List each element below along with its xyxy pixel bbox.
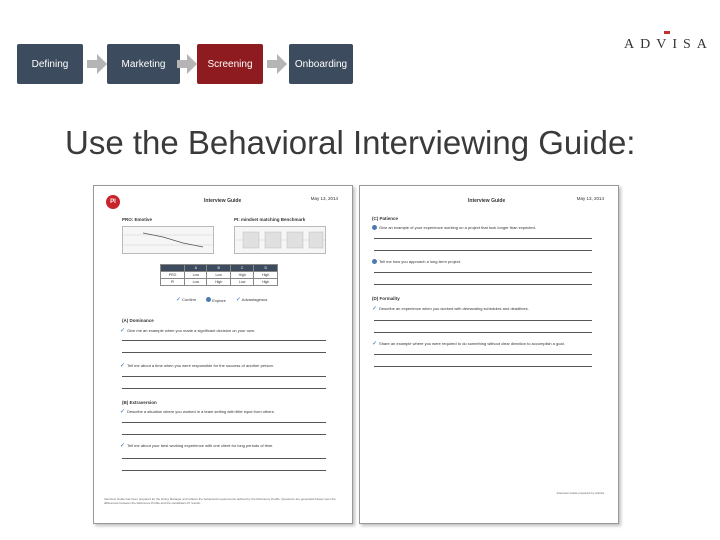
legend-label: Advantageous [241, 297, 268, 302]
table-cell: PRO [161, 272, 185, 279]
page-title: Use the Behavioral Interviewing Guide: [65, 124, 636, 161]
table-cell: Low [185, 279, 207, 286]
legend-label: Explore [212, 297, 226, 303]
question-text: Give me an example when you made a significant decision on your own. [127, 328, 256, 333]
process-steps [17, 44, 357, 84]
answer-line [122, 434, 326, 435]
section-a-heading: (A) Dominance [122, 318, 154, 323]
check-icon: ✓ [120, 363, 126, 369]
table-header-cell [161, 265, 185, 272]
question-a2 [120, 362, 274, 369]
question-d1 [372, 305, 529, 312]
table-cell: Low [207, 272, 231, 279]
step-label: Defining [31, 58, 69, 70]
legend-label: Confirm [182, 297, 197, 302]
table-row [161, 279, 278, 286]
answer-line [374, 354, 592, 355]
section-b-heading: (B) Extraversion [122, 400, 157, 405]
question-b2 [120, 442, 273, 449]
question-text: Tell me about a time when you were responsible for the success of another person. [127, 363, 274, 368]
section-c-heading: (C) Patience [372, 216, 399, 221]
table-cell: High [230, 272, 254, 279]
answer-line [122, 422, 326, 423]
interview-guide-page-right [359, 185, 619, 524]
table-header-cell: D [254, 265, 278, 272]
answer-line [374, 250, 592, 251]
legend-explore [206, 297, 226, 303]
answer-line [122, 340, 326, 341]
table-cell: High [254, 272, 278, 279]
question-text: Tell me about your best working experience with one client for long periods of time. [127, 443, 274, 448]
table-cell: PI [161, 279, 185, 286]
section-d-heading: (D) Formality [372, 296, 400, 301]
legend [176, 296, 267, 303]
check-icon: ✓ [176, 297, 182, 303]
answer-line [374, 272, 592, 273]
pro-pattern-chart [122, 226, 214, 254]
check-icon: ✓ [120, 409, 126, 415]
question-d2 [372, 340, 565, 347]
table-cell: High [207, 279, 231, 286]
answer-line [374, 366, 592, 367]
page-footer: Interview Guide has been prepared for the Hiring Manager and reflects the behavioral requirements defined by the Reference Profile. Questions are generated based upon the differences between the Reference Profile and the candidate's PI results. [104, 497, 336, 505]
question-c1 [372, 225, 536, 230]
answer-line [122, 470, 326, 471]
arrow-right-icon [97, 54, 107, 74]
answer-line [122, 388, 326, 389]
logo-text: ADVISA [624, 37, 713, 52]
logo-accent-mark [664, 31, 670, 34]
step-label: Screening [207, 58, 253, 70]
table-cell: Low [230, 279, 254, 286]
question-text: Describe an experience when you worked with demanding schedules and deadlines. [379, 306, 529, 311]
question-b1 [120, 408, 275, 415]
question-text: Share an example where you were required to do something without clear direction to accomplish a goal. [379, 341, 565, 346]
table-header-cell: A [185, 265, 207, 272]
check-icon: ✓ [372, 341, 378, 347]
answer-line [374, 320, 592, 321]
explore-icon [372, 259, 377, 264]
step-label: Onboarding [294, 58, 348, 70]
factor-table [160, 264, 278, 286]
table-header-row [161, 265, 278, 272]
explore-icon [372, 225, 377, 230]
chart-label-left: PRO: Emotive [122, 217, 153, 222]
table-header-cell: C [230, 265, 254, 272]
table-cell: Low [185, 272, 207, 279]
answer-line [122, 458, 326, 459]
page-footer-credit: Interview Guide prepared by Advisa [556, 491, 604, 495]
question-text: Give an example of your experience working on a project that took longer than expected. [379, 225, 536, 230]
step-marketing[interactable] [107, 44, 180, 84]
guide-date: May 13, 2014 [310, 196, 338, 201]
step-defining[interactable] [17, 44, 83, 84]
check-icon: ✓ [120, 443, 126, 449]
table-header-cell: B [207, 265, 231, 272]
guide-title: Interview Guide [468, 198, 506, 204]
check-icon: ✓ [372, 306, 378, 312]
pi-logo-icon: PI [106, 195, 120, 209]
arrow-right-icon [187, 54, 197, 74]
table-row [161, 272, 278, 279]
pi-benchmark-chart [234, 226, 326, 254]
answer-line [374, 284, 592, 285]
step-screening[interactable] [197, 44, 263, 84]
step-label: Marketing [121, 58, 166, 70]
guide-title: Interview Guide [204, 198, 242, 204]
question-c2 [372, 259, 461, 264]
legend-confirm [176, 296, 196, 303]
check-icon: ✓ [120, 328, 126, 334]
arrow-right-icon [277, 54, 287, 74]
question-text: Describe a situation where you worked in a team setting with little input from others. [127, 409, 275, 414]
answer-line [122, 352, 326, 353]
answer-line [122, 376, 326, 377]
interview-guide-page-left [93, 185, 353, 524]
check-icon: ✓ [235, 297, 241, 303]
answer-line [374, 332, 592, 333]
legend-advantageous [236, 296, 268, 303]
guide-date: May 13, 2014 [576, 196, 604, 201]
table-cell: High [254, 279, 278, 286]
chart-label-right: PI: mindset matching Benchmark [234, 217, 306, 222]
step-onboarding[interactable] [289, 44, 353, 84]
answer-line [374, 238, 592, 239]
question-a1 [120, 327, 255, 334]
advisa-logo [624, 37, 713, 53]
explore-icon [206, 297, 211, 302]
question-text: Tell me how you approach a long-term project. [379, 259, 462, 264]
